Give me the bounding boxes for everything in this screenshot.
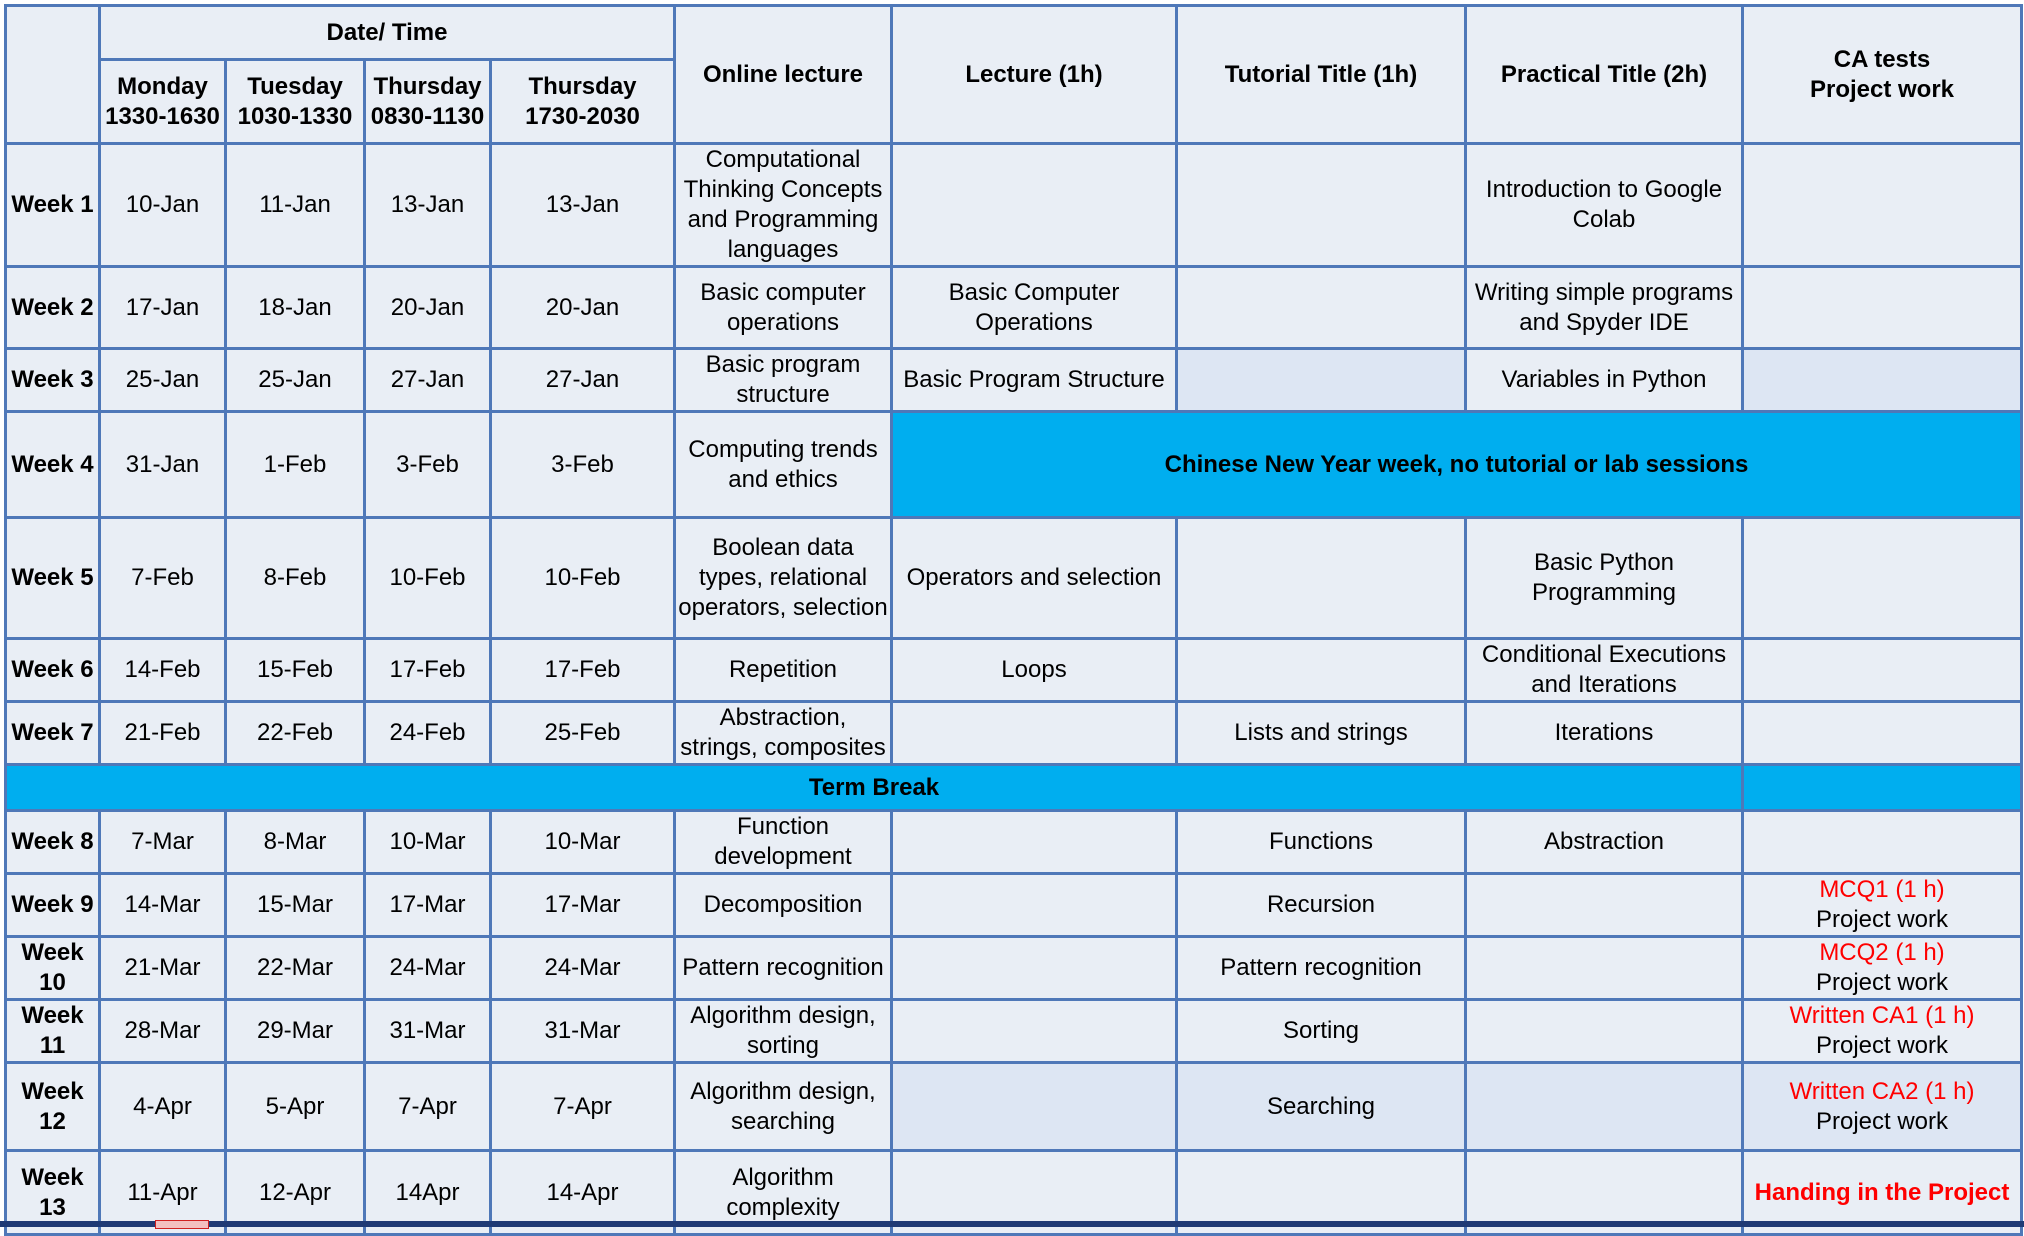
project-work-label: Project work bbox=[1815, 1032, 1949, 1059]
practical-cell: Introduction to Google Colab bbox=[1466, 144, 1743, 267]
practical-cell bbox=[1466, 1000, 1743, 1063]
slot-day: Monday bbox=[117, 72, 208, 100]
practical-header: Practical Title (2h) bbox=[1466, 6, 1743, 144]
lecture-cell: Basic Program Structure bbox=[892, 349, 1177, 412]
assessment-label: Written CA2 (1 h) bbox=[1789, 1077, 1975, 1105]
date-cell: 22-Feb bbox=[226, 702, 365, 765]
date-cell: 11-Apr bbox=[100, 1151, 226, 1235]
term-break-row bbox=[6, 765, 2022, 811]
date-cell: 8-Mar bbox=[226, 811, 365, 874]
lecture-cell: Basic Computer Operations bbox=[892, 267, 1177, 349]
date-cell: 24-Mar bbox=[491, 937, 675, 1000]
lecture-cell: Loops bbox=[892, 639, 1177, 702]
date-cell: 22-Mar bbox=[226, 937, 365, 1000]
project-work-label: Project work bbox=[1815, 1107, 1949, 1135]
date-cell: 17-Feb bbox=[365, 639, 491, 702]
practical-cell: Conditional Executions and Iterations bbox=[1466, 639, 1743, 702]
lecture-header: Lecture (1h) bbox=[892, 6, 1177, 144]
tutorial-cell bbox=[1177, 349, 1466, 412]
practical-cell bbox=[1466, 937, 1743, 1000]
slot-day: Thursday bbox=[373, 72, 482, 100]
week-row bbox=[6, 702, 2022, 765]
date-cell: 24-Mar bbox=[365, 937, 491, 1000]
slot-header bbox=[491, 60, 675, 144]
ca-header-line1: CA tests bbox=[1833, 45, 1931, 73]
corner-cell bbox=[6, 6, 100, 144]
tutorial-cell bbox=[1177, 518, 1466, 639]
tutorial-cell: Recursion bbox=[1177, 874, 1466, 937]
lecture-cell bbox=[892, 144, 1177, 267]
slot-day: Tuesday bbox=[247, 72, 343, 100]
week-row bbox=[6, 1063, 2022, 1151]
date-cell: 3-Feb bbox=[491, 412, 675, 518]
week-row bbox=[6, 874, 2022, 937]
date-cell: 25-Jan bbox=[226, 349, 365, 412]
practical-cell bbox=[1466, 1063, 1743, 1151]
date-cell: 7-Apr bbox=[491, 1063, 675, 1151]
week-label bbox=[6, 1063, 100, 1151]
date-cell: 7-Mar bbox=[100, 811, 226, 874]
online-cell: Basic program structure bbox=[675, 349, 892, 412]
week-label: Week 7 bbox=[6, 702, 100, 765]
online-lecture-header: Online lecture bbox=[675, 6, 892, 144]
week-label: Week 8 bbox=[6, 811, 100, 874]
week-label-number: 13 bbox=[39, 1193, 66, 1221]
slot-header bbox=[365, 60, 491, 144]
week-label: Week 2 bbox=[6, 267, 100, 349]
slot-time: 1330-1630 bbox=[105, 102, 220, 130]
ca-header bbox=[1743, 6, 2022, 144]
date-cell: 21-Mar bbox=[100, 937, 226, 1000]
date-cell: 4-Apr bbox=[100, 1063, 226, 1151]
ca-cell bbox=[1743, 267, 2022, 349]
practical-cell: Iterations bbox=[1466, 702, 1743, 765]
week-label: Week 1 bbox=[6, 144, 100, 267]
online-cell: Boolean data types, relational operators, selection bbox=[675, 518, 892, 639]
date-cell: 31-Mar bbox=[365, 1000, 491, 1063]
schedule-sheet bbox=[4, 4, 2020, 1220]
week-label-word: Week bbox=[21, 1077, 84, 1105]
online-cell: Repetition bbox=[675, 639, 892, 702]
date-cell: 13-Jan bbox=[491, 144, 675, 267]
date-cell: 17-Mar bbox=[365, 874, 491, 937]
tutorial-cell: Pattern recognition bbox=[1177, 937, 1466, 1000]
date-cell: 1-Feb bbox=[226, 412, 365, 518]
date-cell: 11-Jan bbox=[226, 144, 365, 267]
tutorial-cell bbox=[1177, 267, 1466, 349]
date-cell: 27-Jan bbox=[491, 349, 675, 412]
date-cell: 10-Feb bbox=[365, 518, 491, 639]
slot-time: 1730-2030 bbox=[525, 102, 640, 130]
ca-cell bbox=[1743, 702, 2022, 765]
date-cell: 14-Apr bbox=[491, 1151, 675, 1235]
week-row bbox=[6, 144, 2022, 267]
week-label-word: Week bbox=[21, 1002, 84, 1029]
date-cell: 13-Jan bbox=[365, 144, 491, 267]
term-break-end-cell bbox=[1743, 765, 2022, 811]
date-cell: 15-Feb bbox=[226, 639, 365, 702]
lecture-cell: Operators and selection bbox=[892, 518, 1177, 639]
date-cell: 14Apr bbox=[365, 1151, 491, 1235]
week-label-number: 11 bbox=[39, 1032, 66, 1059]
date-cell: 20-Jan bbox=[491, 267, 675, 349]
week-row bbox=[6, 639, 2022, 702]
date-cell: 8-Feb bbox=[226, 518, 365, 639]
date-cell: 27-Jan bbox=[365, 349, 491, 412]
slot-header bbox=[226, 60, 365, 144]
term-break-banner: Term Break bbox=[6, 765, 1743, 811]
week-label bbox=[6, 937, 100, 1000]
date-cell: 17-Mar bbox=[491, 874, 675, 937]
date-cell: 25-Jan bbox=[100, 349, 226, 412]
week-label: Week 5 bbox=[6, 518, 100, 639]
week-row bbox=[6, 1000, 2022, 1063]
date-cell: 28-Mar bbox=[100, 1000, 226, 1063]
online-cell: Algorithm complexity bbox=[675, 1151, 892, 1235]
date-cell: 17-Jan bbox=[100, 267, 226, 349]
week-label: Week 3 bbox=[6, 349, 100, 412]
date-cell: 31-Jan bbox=[100, 412, 226, 518]
online-cell: Function development bbox=[675, 811, 892, 874]
date-cell: 10-Jan bbox=[100, 144, 226, 267]
lecture-cell bbox=[892, 937, 1177, 1000]
online-cell: Algorithm design, sorting bbox=[675, 1000, 892, 1063]
week-label-word: Week bbox=[21, 939, 84, 966]
slot-time: 1030-1330 bbox=[237, 102, 353, 130]
lecture-cell bbox=[892, 874, 1177, 937]
header-row-1 bbox=[6, 6, 2022, 60]
ca-cell bbox=[1743, 639, 2022, 702]
date-cell: 31-Mar bbox=[491, 1000, 675, 1063]
lecture-cell bbox=[892, 811, 1177, 874]
sheet-tab-marker bbox=[155, 1220, 209, 1229]
week-label-number: 12 bbox=[39, 1107, 66, 1135]
date-cell: 29-Mar bbox=[226, 1000, 365, 1063]
date-cell: 25-Feb bbox=[491, 702, 675, 765]
datetime-header: Date/ Time bbox=[100, 6, 675, 60]
tutorial-cell bbox=[1177, 144, 1466, 267]
online-cell: Decomposition bbox=[675, 874, 892, 937]
assessment-label: MCQ1 (1 h) bbox=[1819, 876, 1945, 903]
week-row bbox=[6, 267, 2022, 349]
practical-cell: Abstraction bbox=[1466, 811, 1743, 874]
ca-cell bbox=[1743, 874, 2022, 937]
date-cell: 17-Feb bbox=[491, 639, 675, 702]
lecture-cell bbox=[892, 1063, 1177, 1151]
date-cell: 14-Mar bbox=[100, 874, 226, 937]
week-label-number: 10 bbox=[39, 969, 66, 996]
online-cell: Abstraction, strings, composites bbox=[675, 702, 892, 765]
online-cell: Algorithm design, searching bbox=[675, 1063, 892, 1151]
project-work-label: Project work bbox=[1815, 906, 1949, 933]
week-label: Week 4 bbox=[6, 412, 100, 518]
date-cell: 21-Feb bbox=[100, 702, 226, 765]
week-row bbox=[6, 349, 2022, 412]
holiday-notice: Chinese New Year week, no tutorial or lab sessions bbox=[892, 412, 2022, 518]
week-label: Week 6 bbox=[6, 639, 100, 702]
date-cell: 10-Mar bbox=[491, 811, 675, 874]
date-cell: 24-Feb bbox=[365, 702, 491, 765]
project-work-label: Project work bbox=[1815, 969, 1949, 996]
tutorial-cell: Sorting bbox=[1177, 1000, 1466, 1063]
date-cell: 10-Mar bbox=[365, 811, 491, 874]
date-cell: 14-Feb bbox=[100, 639, 226, 702]
week-row bbox=[6, 937, 2022, 1000]
date-cell: 15-Mar bbox=[226, 874, 365, 937]
online-cell: Computational Thinking Concepts and Programming languages bbox=[675, 144, 892, 267]
tutorial-cell: Functions bbox=[1177, 811, 1466, 874]
date-cell: 5-Apr bbox=[226, 1063, 365, 1151]
online-cell: Basic computer operations bbox=[675, 267, 892, 349]
week-row bbox=[6, 811, 2022, 874]
online-cell: Pattern recognition bbox=[675, 937, 892, 1000]
tutorial-cell bbox=[1177, 639, 1466, 702]
ca-cell bbox=[1743, 811, 2022, 874]
ca-cell bbox=[1743, 518, 2022, 639]
ca-cell bbox=[1743, 144, 2022, 267]
lecture-cell bbox=[892, 702, 1177, 765]
practical-cell: Basic Python Programming bbox=[1466, 518, 1743, 639]
course-schedule-table bbox=[4, 4, 2023, 1236]
week-row bbox=[6, 518, 2022, 639]
week-label bbox=[6, 1000, 100, 1063]
assessment-label: MCQ2 (1 h) bbox=[1819, 939, 1945, 966]
slot-day: Thursday bbox=[528, 72, 637, 100]
ca-cell bbox=[1743, 1063, 2022, 1151]
date-cell: 3-Feb bbox=[365, 412, 491, 518]
practical-cell: Variables in Python bbox=[1466, 349, 1743, 412]
slot-header bbox=[100, 60, 226, 144]
tutorial-header: Tutorial Title (1h) bbox=[1177, 6, 1466, 144]
week-label-word: Week bbox=[21, 1163, 84, 1191]
ca-cell bbox=[1743, 1000, 2022, 1063]
practical-cell: Writing simple programs and Spyder IDE bbox=[1466, 267, 1743, 349]
ca-header-line2: Project work bbox=[1809, 75, 1955, 103]
project-handin-cell: Handing in the Project bbox=[1743, 1151, 2022, 1235]
date-cell: 18-Jan bbox=[226, 267, 365, 349]
date-cell: 12-Apr bbox=[226, 1151, 365, 1235]
date-cell: 10-Feb bbox=[491, 518, 675, 639]
bottom-strip bbox=[0, 1221, 2024, 1227]
practical-cell bbox=[1466, 874, 1743, 937]
tutorial-cell: Lists and strings bbox=[1177, 702, 1466, 765]
ca-cell bbox=[1743, 937, 2022, 1000]
slot-time: 0830-1130 bbox=[370, 102, 485, 130]
date-cell: 20-Jan bbox=[365, 267, 491, 349]
online-cell: Computing trends and ethics bbox=[675, 412, 892, 518]
date-cell: 7-Apr bbox=[365, 1063, 491, 1151]
assessment-label: Written CA1 (1 h) bbox=[1789, 1002, 1975, 1029]
week-label: Week 9 bbox=[6, 874, 100, 937]
tutorial-cell: Searching bbox=[1177, 1063, 1466, 1151]
lecture-cell bbox=[892, 1000, 1177, 1063]
ca-cell bbox=[1743, 349, 2022, 412]
week-row bbox=[6, 412, 2022, 518]
date-cell: 7-Feb bbox=[100, 518, 226, 639]
